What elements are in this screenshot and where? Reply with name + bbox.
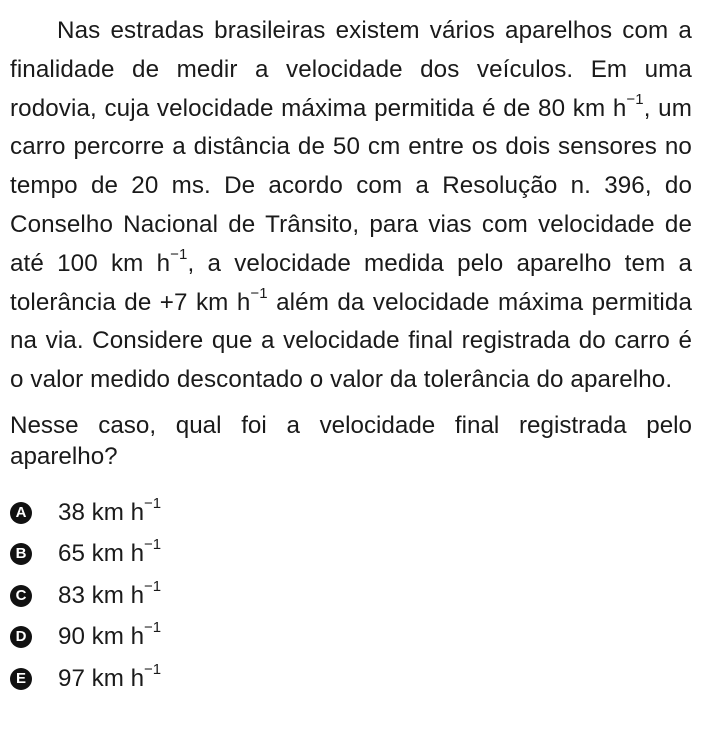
option-label xyxy=(58,660,162,694)
question-prompt: Nesse caso, qual foi a velocidade final registrada pelo aparelho? xyxy=(10,411,692,470)
question-statement xyxy=(10,12,692,400)
option-value: 97 km h xyxy=(58,664,145,692)
option-label xyxy=(58,494,162,528)
statement-text-4: além da velocidade máxima permitida na via. Considere que a velocidade final registrada do carro é o valor medido descontado o valor da tolerância do aparelho. xyxy=(10,288,693,394)
option-a[interactable] xyxy=(10,492,692,534)
option-value: 65 km h xyxy=(58,540,145,568)
answer-options xyxy=(10,492,692,700)
option-letter-badge: A xyxy=(10,502,32,524)
statement-text-3: , a velocidade medida pelo aparelho tem a tolerância de +7 km h xyxy=(10,249,692,316)
option-label xyxy=(58,619,162,652)
unit-exponent: −1 xyxy=(626,90,644,108)
option-letter-badge: B xyxy=(10,543,32,565)
unit-exponent: −1 xyxy=(144,619,162,637)
option-value: 90 km h xyxy=(58,623,145,651)
option-b[interactable] xyxy=(10,533,692,575)
unit-exponent: −1 xyxy=(144,494,162,512)
option-c[interactable] xyxy=(10,575,692,617)
option-letter-badge: E xyxy=(10,668,32,690)
option-d[interactable] xyxy=(10,616,692,658)
unit-exponent: −1 xyxy=(144,660,162,678)
option-value: 38 km h xyxy=(58,498,145,526)
option-value: 83 km h xyxy=(58,581,145,609)
unit-exponent: −1 xyxy=(170,245,188,263)
option-letter-badge: C xyxy=(10,585,32,607)
unit-exponent: −1 xyxy=(144,577,162,595)
statement-text-2: , um carro percorre a distância de 50 cm entre os dois sensores no tempo de 20 ms. De acordo com a Resolução n. 396, do Conselho Nacional de Trânsito, para vias com velocidade de até 100 km h xyxy=(10,94,692,277)
unit-exponent: −1 xyxy=(144,536,162,554)
option-label xyxy=(58,577,162,611)
option-label xyxy=(58,536,162,569)
statement-text-1: Nas estradas brasileiras existem vários aparelhos com a finalidade de medir a velocidade dos veículos. Em uma rodovia, cuja velocidade máxima permitida é de 80 km h xyxy=(10,17,692,122)
option-e[interactable] xyxy=(10,658,692,700)
unit-exponent: −1 xyxy=(250,284,268,302)
option-letter-badge: D xyxy=(10,626,32,648)
